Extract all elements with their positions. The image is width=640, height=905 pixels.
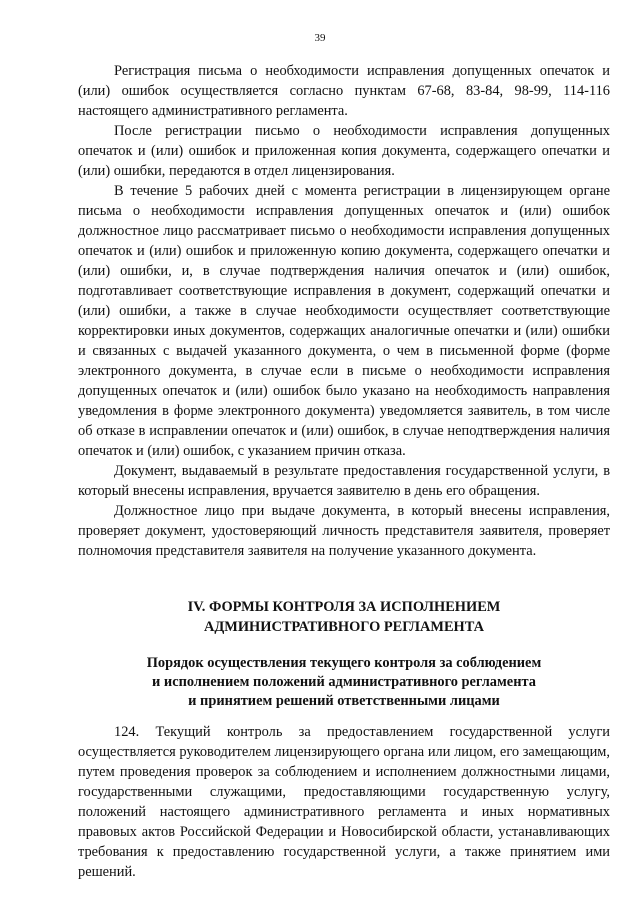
paragraph-review: В течение 5 рабочих дней с момента регистрации в лицензирующем органе письма о необходимости исправления допущенных опечаток и (или) ошибок должностное лицо рассматривает письмо о необходимости исправления допущенных опечаток и (или) ошибок и приложенную копию документа, содержащего опечатки и (или) ошибки, и, в случае подтверждения наличия опечаток и (или) ошибок, подготавливает соответствующие исправления в документ, содержащий опечатки и (или) ошибки, а также в случае необходимости осуществляет соответствующие корректировки иных документов, содержащих аналогичные опечатки и (или) ошибки и связанных с выдачей указанного документа, о чем в письменной форме (форме электронного документа, в случае если в письме о необходимости исправления допущенных опечаток и (или) ошибок было указано на необходимость направления уведомления в форме электронного документа) уведомляется заявитель, в том числе об отказе в исправлении опечаток и (или) ошибок, в случае неподтверждения наличия опечаток и (или) ошибок, с указанием причин отказа. [78,183,610,459]
document-body-top [78,61,610,561]
page-number: 39 [314,32,326,44]
section-heading [78,597,610,637]
sub-heading-line: и принятием решений ответственными лицами [188,693,500,709]
paragraph-issuance: Документ, выдаваемый в результате предоставления государственной услуги, в который внесены исправления, вручается заявителю в день его обращения. [78,463,610,499]
sub-heading-line: и исполнением положений административного регламента [152,674,536,690]
document-body-bottom [78,722,610,882]
sub-heading [78,654,610,711]
paragraph-transfer: После регистрации письмо о необходимости исправления допущенных опечаток и (или) ошибок и приложенная копия документа, содержащего опечатки и (или) ошибки, передаются в отдел лицензирования. [78,123,610,179]
sub-heading-line: Порядок осуществления текущего контроля за соблюдением [146,655,542,671]
paragraph-verification: Должностное лицо при выдаче документа, в который внесены исправления, проверяет документ, удостоверяющий личность представителя заявителя, проверяет полномочия представителя заявителя на получение указанного документа. [78,503,610,559]
paragraph-registration: Регистрация письма о необходимости исправления допущенных опечаток и (или) ошибок осуществляется согласно пунктам 67-68, 83-84, 98-99, 114-116 настоящего административного регламента. [78,63,610,119]
section-heading-line: IV. ФОРМЫ КОНТРОЛЯ ЗА ИСПОЛНЕНИЕМ [187,599,501,615]
section-heading-line: АДМИНИСТРАТИВНОГО РЕГЛАМЕНТА [203,619,485,635]
paragraph-124: 124. Текущий контроль за предоставлением государственной услуги осуществляется руководителем лицензирующего органа или лицом, его замещающим, путем проведения проверок за соблюдением и исполнением должностными лицами, государственными служащими, предоставляющими государственную услугу, положений настоящего административного регламента и иных нормативных правовых актов Российской Федерации и Новосибирской области, устанавливающих требования к предоставлению государственной услуги, а также принятием ими решений. [78,724,610,880]
